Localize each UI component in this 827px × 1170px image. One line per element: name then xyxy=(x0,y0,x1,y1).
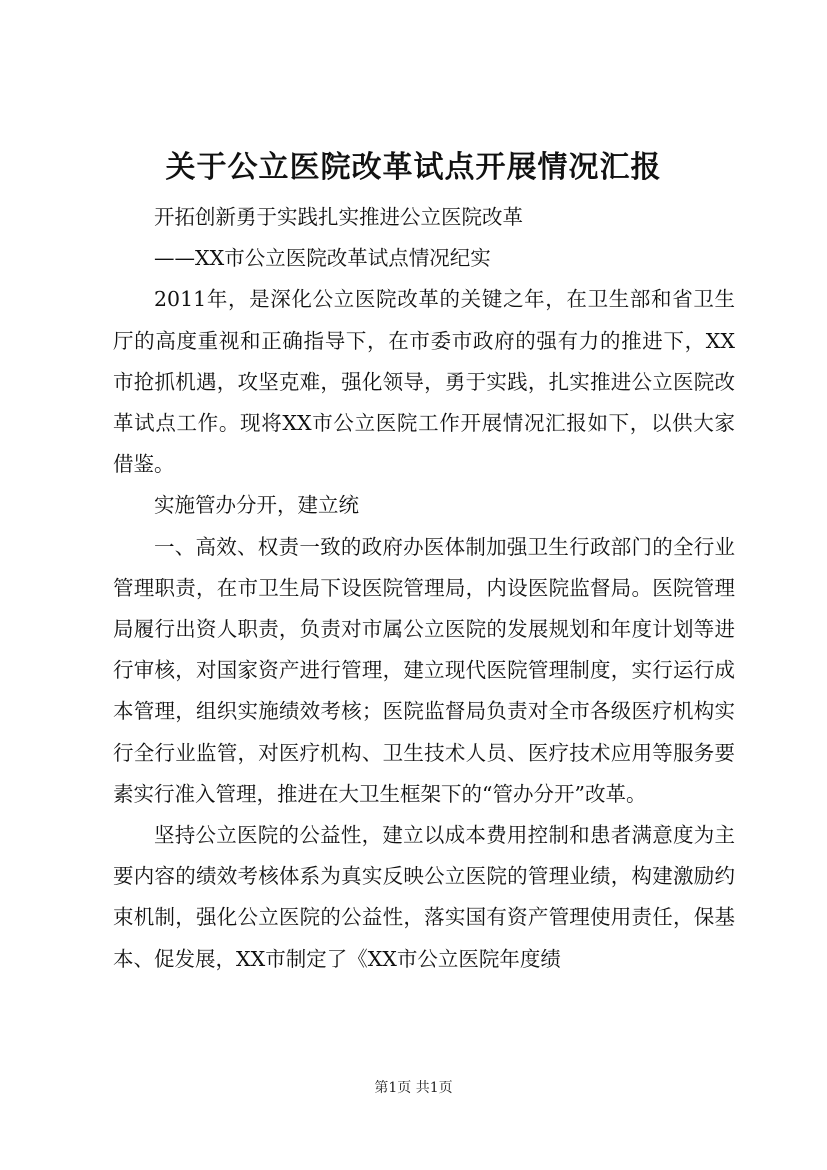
paragraph-subtitle-2: ——XX市公立医院改革试点情况纪实 xyxy=(154,246,491,271)
document-body xyxy=(113,197,735,980)
paragraph-management: 一、高效、权责一致的政府办医体制加强卫生行政部门的全行业管理职责，在市卫生局下设医院管理局，内设医院监督局。医院管理局履行出资人职责，负责对市属公立医院的发展规划和年度计划等进行审核，对国家资产进行管理，建立现代医院管理制度，实行运行成本管理，组织实施绩效考核；医院监督局负责对全市各级医疗机构实行全行业监管，对医疗机构、卫生技术人员、医疗技术应用等服务要素实行准入管理，推进在大卫生框架下的“管办分开”改革。 xyxy=(113,534,735,806)
document-title: 关于公立医院改革试点开展情况汇报 xyxy=(165,150,662,185)
paragraph-intro: 2011年，是深化公立医院改革的关键之年，在卫生部和省卫生厅的高度重视和正确指导下，在市委市政府的强有力的推进下，XX市抢抓机遇，攻坚克难，强化领导，勇于实践，扎实推进公立医院改革试点工作。现将XX市公立医院工作开展情况汇报如下，以供大家借鉴。 xyxy=(113,287,735,477)
paragraph-heading: 实施管办分开，建立统 xyxy=(154,493,359,518)
page-footer: 第1页 共1页 xyxy=(374,1080,453,1096)
paragraph-public-welfare: 坚持公立医院的公益性，建立以成本费用控制和患者满意度为主要内容的绩效考核体系为真实反映公立医院的管理业绩，构建激励约束机制，强化公立医院的公益性，落实国有资产管理使用责任，保基本、促发展，XX市制定了《XX市公立医院年度绩 xyxy=(113,823,735,971)
paragraph-subtitle: 开拓创新勇于实践扎实推进公立医院改革 xyxy=(154,205,523,229)
